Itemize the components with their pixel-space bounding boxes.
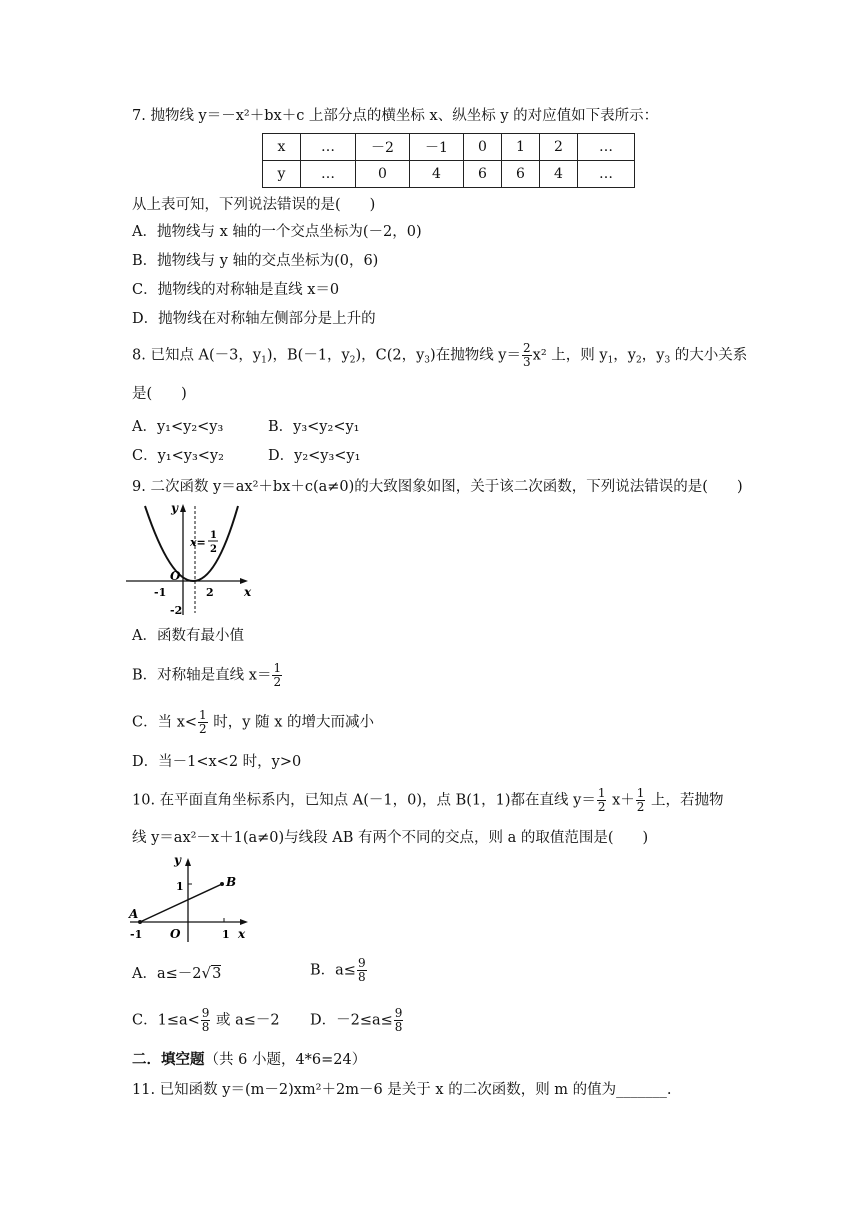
q7-ask: 从上表可知，下列说法错误的是( ) <box>132 197 376 213</box>
q10-option-a <box>132 963 221 984</box>
table-cell: －2 <box>356 134 410 161</box>
nine-eighths-fraction <box>394 1007 404 1034</box>
q10-option-d <box>310 1007 404 1034</box>
fraction-numerator: 9 <box>201 1006 210 1020</box>
fraction-numerator: 9 <box>394 1006 403 1020</box>
fraction-denominator: 3 <box>523 355 531 369</box>
tick-label: -1 <box>130 928 143 941</box>
q10-stem-a: 10. 在平面直角坐标系内，已知点 A(－1，0)，点 B(1，1)都在直线 y＝ <box>132 792 596 809</box>
q10-option-a-text: A．a≤－2 <box>132 966 202 982</box>
table-cell: … <box>301 161 356 188</box>
q10-option-b <box>310 957 368 984</box>
q9-option-c <box>132 709 374 736</box>
point-a <box>138 920 142 924</box>
table-cell: 2 <box>540 134 578 161</box>
q11-stem: 11. 已知函数 y＝(m－2)xm²＋2m－6 是关于 x 的二次函数，则 m 的值为_______. <box>132 1082 672 1098</box>
q7-option-c: C．抛物线的对称轴是直线 x＝0 <box>132 282 340 298</box>
half-fraction <box>272 662 282 689</box>
q10-option-b-text: B．a≤ <box>310 962 356 979</box>
half-fraction <box>636 787 646 814</box>
axis-label-y: y <box>174 853 181 867</box>
q9-option-c-text-b: 时，y 随 x 的增大而减小 <box>208 714 374 731</box>
half-fraction <box>198 709 208 736</box>
fraction-denominator: 2 <box>199 722 207 736</box>
axis-eq-den: 2 <box>210 544 217 555</box>
nine-eighths-fraction <box>201 1007 211 1034</box>
q8-stem-line2: 是( ) <box>132 386 187 402</box>
q7-stem: 7. 抛物线 y＝－x²＋bx＋c 上部分点的横坐标 x、纵坐标 y 的对应值如下表所示： <box>132 108 659 124</box>
q10-stem-line2: 线 y＝ax²－x＋1(a≠0)与线段 AB 有两个不同的交点，则 a 的取值范围是( ) <box>132 830 649 846</box>
q9-option-a: A．函数有最小值 <box>132 628 244 644</box>
q9-option-d: D．当－1<x<2 时，y>0 <box>132 754 302 770</box>
axis-eq-label: x= <box>190 536 206 549</box>
q10-line-graph <box>126 852 256 944</box>
fraction-denominator: 8 <box>394 1020 403 1034</box>
table-cell: 0 <box>356 161 410 188</box>
q7-option-b: B．抛物线与 y 轴的交点坐标为(0，6) <box>132 253 379 269</box>
axis-label-x: x <box>238 927 246 941</box>
nine-eighths-fraction <box>357 957 367 984</box>
table-cell: … <box>578 161 635 188</box>
fraction-numerator: 1 <box>597 786 606 800</box>
q7-value-table <box>262 133 635 188</box>
q10-option-c <box>132 1007 280 1034</box>
q9-option-c-text-a: C．当 x< <box>132 714 198 731</box>
point-label-b: B <box>226 875 237 889</box>
table-cell: … <box>578 134 635 161</box>
fraction-denominator: 2 <box>597 800 606 814</box>
q8-stem: 8. 已知点 A(－3，$y_1$)，B(－1，$y_2$)，C(2，$y_3$)在抛物线 y＝ $\frac{2}{3}$ x² 上，则 $y_1$，$y_2$，$y_3$ 的大小关系 <box>132 341 748 369</box>
origin-label: O <box>170 927 181 941</box>
q9-option-b-text: B．对称轴是直线 x＝ <box>132 667 272 684</box>
q9-stem: 9. 二次函数 y＝ax²＋bx＋c(a≠0)的大致图象如图，关于该二次函数，下列说法错误的是( ) <box>132 479 743 495</box>
q10-stem-b: x＋ <box>607 792 635 809</box>
fraction-denominator: 2 <box>273 675 282 689</box>
q8-option-d: D．y₂<y₃<y₁ <box>268 448 361 464</box>
axis-eq-num: 1 <box>210 530 217 541</box>
section-heading <box>132 1050 366 1070</box>
tick-label: 1 <box>222 928 230 941</box>
table-cell: 0 <box>464 134 502 161</box>
q8-fraction <box>522 342 532 369</box>
q7-option-d: D．抛物线在对称轴左侧部分是上升的 <box>132 311 376 327</box>
fraction-numerator: 1 <box>199 708 207 722</box>
fraction-numerator: 9 <box>357 956 366 970</box>
tick-label: 1 <box>176 880 184 893</box>
table-cell: 1 <box>502 134 540 161</box>
table-cell: 4 <box>540 161 578 188</box>
table-row-x <box>263 134 635 161</box>
origin-label: O <box>170 569 181 583</box>
q10-stem-c: 上，若抛物 <box>646 792 724 809</box>
q10-option-c-text-a: C．1≤a< <box>132 1012 200 1029</box>
table-cell: 4 <box>410 161 464 188</box>
table-cell: … <box>301 134 356 161</box>
y-axis-arrow <box>180 504 186 512</box>
q7-option-a: A．抛物线与 x 轴的一个交点坐标为(－2，0) <box>132 224 422 240</box>
y-axis-arrow <box>185 858 191 866</box>
table-row-y <box>263 161 635 188</box>
axis-label-y: y <box>171 501 178 515</box>
table-cell: y <box>263 161 301 188</box>
fraction-numerator: 1 <box>273 661 282 675</box>
table-cell: 6 <box>464 161 502 188</box>
half-fraction <box>597 787 607 814</box>
q8-option-c: C．y₁<y₃<y₂ <box>132 448 224 464</box>
tick-label: 2 <box>206 586 214 599</box>
q8-stem-b: 在抛物线 y＝ <box>435 347 522 364</box>
axis-label-x: x <box>244 585 252 599</box>
q10-stem <box>132 787 724 814</box>
table-cell: x <box>263 134 301 161</box>
table-cell: 6 <box>502 161 540 188</box>
q8-stem-d: 的大小关系 <box>674 347 748 364</box>
x-axis-arrow <box>240 578 248 584</box>
q10-option-d-text: D．－2≤a≤ <box>310 1012 393 1029</box>
tick-label: -2 <box>170 604 183 617</box>
q9-option-b <box>132 662 283 689</box>
table-cell: －1 <box>410 134 464 161</box>
point-label-a: A <box>129 907 139 921</box>
sqrt-icon: √ <box>201 964 212 982</box>
q8-option-a: A．y₁<y₂<y₃ <box>132 419 224 435</box>
point-b <box>220 882 224 886</box>
section-note: （共 6 小题，4*6=24） <box>204 1052 367 1068</box>
section-title: 二．填空题 <box>132 1051 205 1068</box>
q10-option-c-text-b: 或 a≤－2 <box>211 1012 280 1029</box>
fraction-denominator: 8 <box>201 1020 210 1034</box>
fraction-denominator: 8 <box>357 970 366 984</box>
radicand: 3 <box>212 966 222 982</box>
fraction-numerator: 1 <box>636 786 645 800</box>
fraction-numerator: 2 <box>523 341 531 355</box>
fraction-denominator: 2 <box>636 800 645 814</box>
q8-stem-c: x² 上，则 y <box>532 347 608 364</box>
q8-stem-a: 8. 已知点 A(－3，y <box>132 347 262 364</box>
x-axis-arrow <box>240 919 248 925</box>
q8-option-b: B．y₃<y₂<y₁ <box>268 419 360 435</box>
q9-parabola-graph <box>126 500 256 620</box>
tick-label: -1 <box>154 586 167 599</box>
